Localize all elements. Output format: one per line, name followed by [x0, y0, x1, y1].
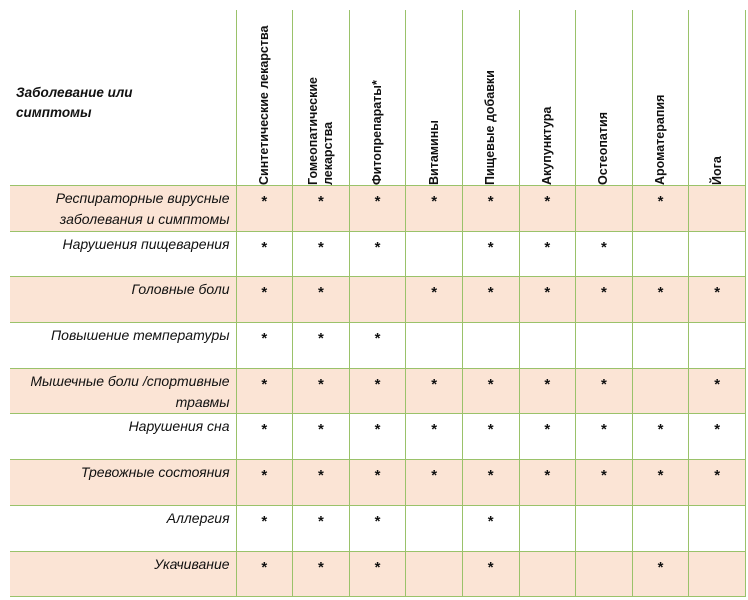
table-cell: * [349, 460, 406, 506]
table-cell [689, 186, 746, 232]
table-cell: * [462, 551, 519, 597]
column-header-4 [406, 10, 463, 186]
column-header-8 [632, 10, 689, 186]
table-row [10, 551, 746, 597]
table-cell: * [236, 231, 293, 277]
table-cell: * [406, 460, 463, 506]
table-row [10, 186, 746, 232]
table-cell: * [576, 231, 633, 277]
table-cell: * [349, 186, 406, 232]
table-cell [689, 551, 746, 597]
table-cell: * [293, 277, 350, 323]
table-cell: * [236, 186, 293, 232]
table-cell [576, 505, 633, 551]
table-cell: * [406, 368, 463, 414]
table-cell [576, 551, 633, 597]
column-header-5 [462, 10, 519, 186]
column-header-6 [519, 10, 576, 186]
table-cell: * [462, 277, 519, 323]
row-label: Нарушения пищеварения [10, 231, 236, 277]
table-row [10, 414, 746, 460]
column-header-2 [293, 10, 350, 186]
table-cell: * [349, 551, 406, 597]
column-header-label: Пищевые добавки [483, 70, 498, 185]
table-cell: * [632, 551, 689, 597]
column-header-label: Ароматерапия [653, 94, 667, 185]
table-cell: * [349, 505, 406, 551]
column-header-label: Остеопатия [596, 112, 611, 185]
table-cell: * [519, 368, 576, 414]
table-cell: * [236, 414, 293, 460]
table-cell [632, 505, 689, 551]
table-cell: * [236, 277, 293, 323]
table-cell: * [293, 323, 350, 369]
table-cell [519, 505, 576, 551]
table-cell: * [349, 414, 406, 460]
corner-header-cell [10, 10, 236, 186]
corner-header: Заболевание или симптомы [16, 84, 133, 120]
table-cell [462, 323, 519, 369]
table-row [10, 368, 746, 414]
table-cell: * [236, 551, 293, 597]
table-cell [632, 323, 689, 369]
table-cell: * [519, 414, 576, 460]
column-header-9 [689, 10, 746, 186]
table-cell: * [406, 414, 463, 460]
table-row [10, 231, 746, 277]
table-cell: * [293, 368, 350, 414]
table-cell [632, 368, 689, 414]
column-header-label: Фитопрепараты* [370, 80, 385, 185]
row-label: Укачивание [10, 551, 236, 597]
treatment-table [10, 10, 746, 597]
table-cell: * [293, 414, 350, 460]
table-cell [519, 551, 576, 597]
table-cell [406, 551, 463, 597]
column-header-3 [349, 10, 406, 186]
column-header-7 [576, 10, 633, 186]
table-cell: * [236, 505, 293, 551]
table-cell: * [236, 323, 293, 369]
column-header-label: Гомеопатические лекарства [305, 77, 335, 185]
table-cell: * [519, 186, 576, 232]
table-cell: * [689, 414, 746, 460]
table-cell: * [632, 414, 689, 460]
table-cell: * [462, 414, 519, 460]
table-cell: * [632, 460, 689, 506]
row-label: Мышечные боли /спортивные травмы [10, 368, 236, 414]
table-cell: * [576, 368, 633, 414]
table-cell: * [236, 460, 293, 506]
table-cell: * [519, 231, 576, 277]
table-row [10, 277, 746, 323]
table-row [10, 460, 746, 506]
table-cell [689, 231, 746, 277]
table-row [10, 505, 746, 551]
table-cell: * [519, 277, 576, 323]
table-cell: * [632, 186, 689, 232]
table-cell: * [576, 460, 633, 506]
table-cell: * [293, 460, 350, 506]
table-cell [632, 231, 689, 277]
table-cell: * [236, 368, 293, 414]
table-cell [576, 323, 633, 369]
table-row [10, 323, 746, 369]
table-cell: * [632, 277, 689, 323]
table-cell [576, 186, 633, 232]
table-cell: * [576, 277, 633, 323]
table-cell: * [689, 277, 746, 323]
table-cell [689, 323, 746, 369]
column-header-1 [236, 10, 293, 186]
row-label: Головные боли [10, 277, 236, 323]
table-cell: * [349, 368, 406, 414]
table-cell: * [576, 414, 633, 460]
table-cell: * [349, 231, 406, 277]
row-label: Тревожные состояния [10, 460, 236, 506]
table-cell [406, 505, 463, 551]
table-cell [406, 231, 463, 277]
header-row [10, 10, 746, 186]
table-cell: * [293, 505, 350, 551]
row-label: Аллергия [10, 505, 236, 551]
table-cell [689, 505, 746, 551]
table-cell: * [293, 231, 350, 277]
table-cell: * [293, 186, 350, 232]
table-cell: * [462, 505, 519, 551]
table-cell: * [462, 368, 519, 414]
row-label: Нарушения сна [10, 414, 236, 460]
table-body [10, 186, 746, 597]
row-label: Респираторные вирусные заболевания и симптомы [10, 186, 236, 232]
table-cell: * [349, 323, 406, 369]
table-cell: * [519, 460, 576, 506]
column-header-label: Витамины [426, 120, 441, 185]
row-label: Повышение температуры [10, 323, 236, 369]
table-cell: * [462, 231, 519, 277]
table-cell [406, 323, 463, 369]
column-header-label: Йога [709, 156, 724, 185]
table-cell: * [293, 551, 350, 597]
table-cell: * [406, 186, 463, 232]
table-cell: * [406, 277, 463, 323]
column-header-label: Акупунктура [539, 106, 554, 185]
table-cell: * [689, 460, 746, 506]
column-header-label: Синтетические лекарства [256, 25, 271, 185]
table-cell: * [689, 368, 746, 414]
table-cell: * [462, 186, 519, 232]
table-cell: * [462, 460, 519, 506]
table-cell [349, 277, 406, 323]
table-cell [519, 323, 576, 369]
